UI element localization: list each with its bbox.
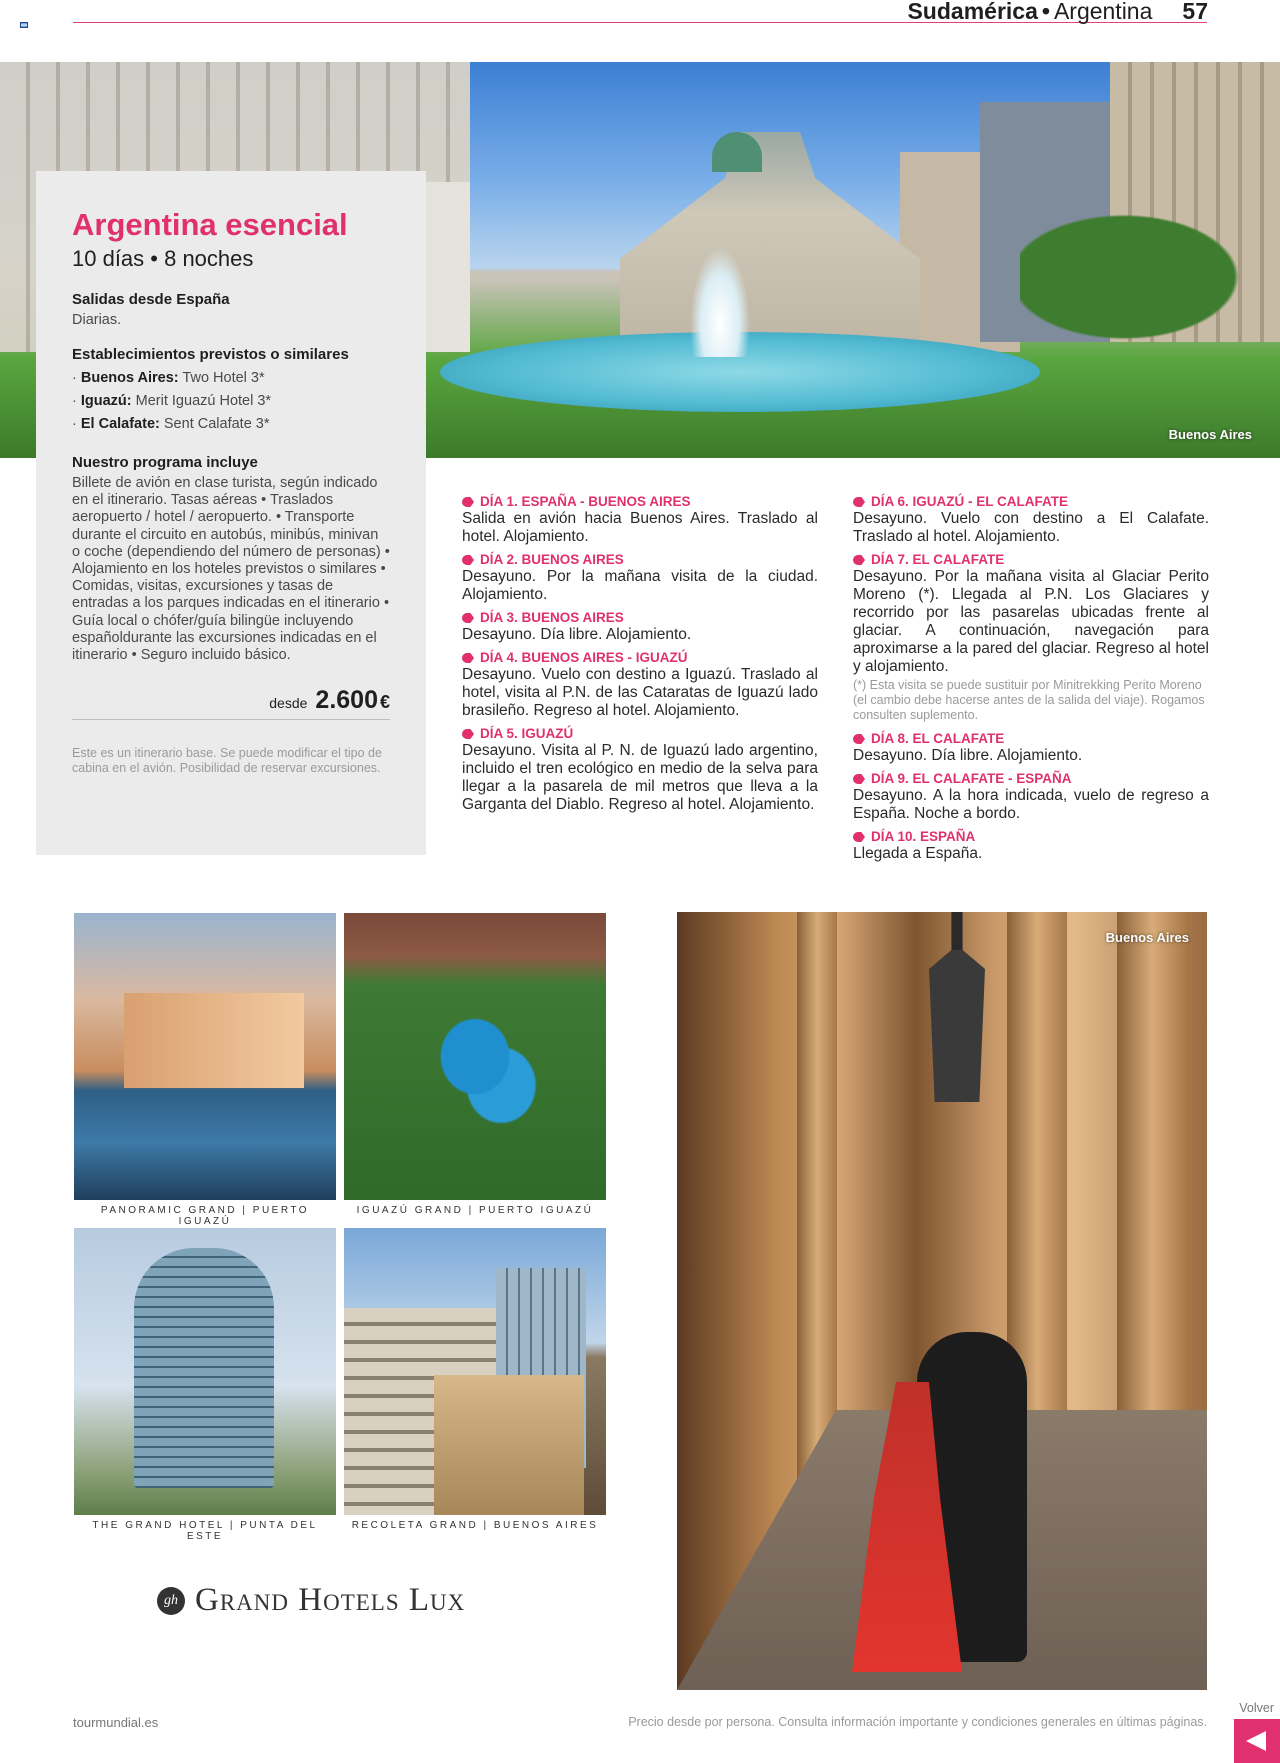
day-marker-icon (462, 613, 474, 623)
price-currency: € (379, 692, 390, 713)
includes-text: Billete de avión en clase turista, según indicado en el itinerario. Tasas aéreas • Traslados aeropuerto / hotel / aeropuerto. • Transporte durante el circuito en autobús, minibús, minivan o coche (dependiendo del número de personas) • Alojamiento en los hoteles previstos o similares • Comidas, visitas, excursiones y tasas de entradas a los parques indicadas en el itinerario • Guía local o chófer/guía bilingüe incluyendo españoldurante las excursiones indicadas en el itinerario • Seguro incluido básico. (72, 475, 390, 664)
itinerary-day (853, 829, 1209, 863)
trip-duration: 10 días • 8 noches (72, 246, 254, 271)
itinerary-day (462, 494, 818, 546)
day-heading (462, 494, 818, 510)
itinerary-day (462, 726, 818, 814)
hotel-name: Merit Iguazú Hotel 3* (135, 393, 272, 409)
hotel-photo-caption: RECOLETA GRAND | BUENOS AIRES (351, 1520, 599, 1531)
page-number: 57 (1182, 0, 1208, 24)
itinerary-day (462, 650, 818, 720)
day-text: Desayuno. Día libre. Alojamiento. (853, 747, 1083, 764)
day-text: Desayuno. Por la mañana visita al Glaciar Perito Moreno (*). Llegada al P.N. Los Glaciares y recorrido por las pasarelas ubicadas frente al glaciar. A continuación, navegación para aproximarse a la pared del glaciar. Regreso al hotel y alojamiento. (853, 568, 1209, 675)
day-text: Desayuno. Vuelo con destino a Iguazú. Traslado al hotel, visita al P.N. de las Cataratas de Iguazú lado brasileño. Regreso al hotel. Alojamiento. (462, 666, 818, 719)
day-heading (462, 552, 818, 568)
hotel-building (124, 993, 304, 1088)
day-text: Desayuno. Visita al P. N. de Iguazú lado argentino, incluido el tren ecológico en medio de la selva para llegar a la pasarela de mil metros que lleva a la Garganta del Diablo. Regreso al hotel. Alojamiento. (462, 742, 818, 813)
price-disclaimer: Precio desde por persona. Consulta información importante y condiciones generales en últimas páginas. (628, 1715, 1207, 1729)
itinerary-note: Este es un itinerario base. Se puede modificar el tipo de cabina en el avión. Posibilidad de reservar excursiones. (72, 746, 382, 776)
day-title: DÍA 6. IGUAZÚ - EL CALAFATE (871, 494, 1069, 509)
hotel-photo-caption: IGUAZÚ GRAND | PUERTO IGUAZÚ (356, 1205, 594, 1216)
page-header (907, 0, 1208, 24)
lantern (929, 912, 985, 1102)
day-text: Salida en avión hacia Buenos Aires. Traslado al hotel. Alojamiento. (462, 510, 818, 545)
day-title: DÍA 8. EL CALAFATE (871, 731, 1005, 746)
hero-trees (1020, 192, 1280, 362)
day-title: DÍA 5. IGUAZÚ (480, 726, 574, 741)
flag-icon (20, 22, 28, 28)
day-marker-icon (462, 555, 474, 565)
hotel-name: Sent Calafate 3* (163, 416, 270, 432)
itinerary-column-1 (462, 494, 818, 820)
day-heading (462, 610, 818, 626)
hotel-name: Two Hotel 3* (182, 370, 265, 386)
grand-hotels-lux-logo (157, 1582, 465, 1619)
day-title: DÍA 1. ESPAÑA - BUENOS AIRES (480, 494, 691, 509)
hotel-facade (434, 1375, 584, 1515)
day-title: DÍA 7. EL CALAFATE (871, 552, 1005, 567)
trip-title: Argentina esencial (72, 207, 348, 242)
back-button[interactable] (1234, 1719, 1280, 1763)
gh-logo-mark: gh (157, 1587, 185, 1615)
hotel-bullet: · (72, 393, 77, 409)
hotel-item (72, 367, 390, 390)
day-heading (462, 650, 818, 666)
hotel-bullet: · (72, 416, 77, 432)
day-title: DÍA 10. ESPAÑA (871, 829, 976, 844)
day-text: Desayuno. Vuelo con destino a El Calafate. Traslado al hotel. Alojamiento. (853, 510, 1209, 545)
day-marker-icon (853, 555, 865, 565)
day-heading (853, 771, 1209, 787)
hotel-city: El Calafate: (80, 416, 160, 432)
hero-fountain-spray (690, 247, 750, 357)
day-heading (462, 726, 818, 742)
day-title: DÍA 2. BUENOS AIRES (480, 552, 624, 567)
hotel-bullet: · (72, 370, 77, 386)
hotel-city: Iguazú: (80, 393, 132, 409)
itinerary-day (853, 494, 1209, 546)
hotel-photo-the-grand-hotel (74, 1228, 336, 1515)
day-marker-icon (853, 832, 865, 842)
itinerary-day (853, 771, 1209, 823)
day-title: DÍA 4. BUENOS AIRES - IGUAZÚ (480, 650, 688, 665)
day-marker-icon (462, 729, 474, 739)
day-text: Llegada a España. (853, 845, 983, 862)
hotel-city: Buenos Aires: (80, 370, 179, 386)
hotels-list (72, 367, 390, 436)
trip-info-box (36, 171, 426, 855)
tango-caption: Buenos Aires (1105, 930, 1189, 945)
itinerary-day (853, 731, 1209, 765)
day-marker-icon (853, 734, 865, 744)
price-prefix: desde (269, 695, 308, 712)
website-link[interactable]: tourmundial.es (73, 1715, 159, 1730)
day-title: DÍA 3. BUENOS AIRES (480, 610, 624, 625)
hotel-photo-panoramic-grand (74, 913, 336, 1200)
back-arrow-icon (1246, 1731, 1266, 1751)
hotel-item (72, 390, 390, 413)
hotel-photo-caption: PANORAMIC GRAND | PUERTO IGUAZÚ (100, 1205, 310, 1227)
day-text: Desayuno. A la hora indicada, vuelo de regreso a España. Noche a bordo. (853, 787, 1209, 822)
itinerary-day (462, 610, 818, 644)
header-region: Sudamérica (907, 0, 1038, 24)
day-marker-icon (853, 497, 865, 507)
day-heading (853, 552, 1209, 568)
price-amount: 2.600 (315, 686, 378, 715)
day-text: Desayuno. Día libre. Alojamiento. (462, 626, 692, 643)
includes-heading: Nuestro programa incluye (72, 454, 258, 471)
price-row (72, 686, 390, 720)
day-heading (853, 829, 1209, 845)
hotel-photo-iguazu-grand (344, 913, 606, 1200)
itinerary-day (462, 552, 818, 604)
day-title: DÍA 9. EL CALAFATE - ESPAÑA (871, 771, 1072, 786)
tango-photo-buenos-aires (677, 912, 1207, 1690)
day-marker-icon (853, 774, 865, 784)
day-footnote: (*) Esta visita se puede sustituir por Minitrekking Perito Moreno (el cambio debe hacerse antes de la salida del viaje). Rogamos consulten suplemento. (853, 678, 1205, 722)
hero-caption: Buenos Aires (1168, 427, 1252, 442)
back-label: Volver (1239, 1701, 1274, 1715)
hotel-photo-caption: THE GRAND HOTEL | PUNTA DEL ESTE (92, 1520, 318, 1542)
brand-name: Grand Hotels Lux (195, 1582, 466, 1618)
day-heading (853, 731, 1209, 747)
hotel-photo-recoleta-grand (344, 1228, 606, 1515)
day-text: Desayuno. Por la mañana visita de la ciudad. Alojamiento. (462, 568, 818, 603)
day-marker-icon (462, 497, 474, 507)
hotel-tower (134, 1248, 274, 1488)
hotels-heading: Establecimientos previstos o similares (72, 346, 349, 363)
day-heading (853, 494, 1209, 510)
departures-heading: Salidas desde España (72, 291, 230, 308)
header-separator: • (1041, 0, 1050, 24)
hotel-item (72, 413, 390, 436)
hero-congress-building (620, 132, 920, 362)
itinerary-column-2 (853, 494, 1209, 869)
departures-text: Diarias. (72, 312, 122, 328)
header-country: Argentina (1053, 0, 1153, 24)
day-marker-icon (462, 653, 474, 663)
itinerary-day (853, 552, 1209, 723)
